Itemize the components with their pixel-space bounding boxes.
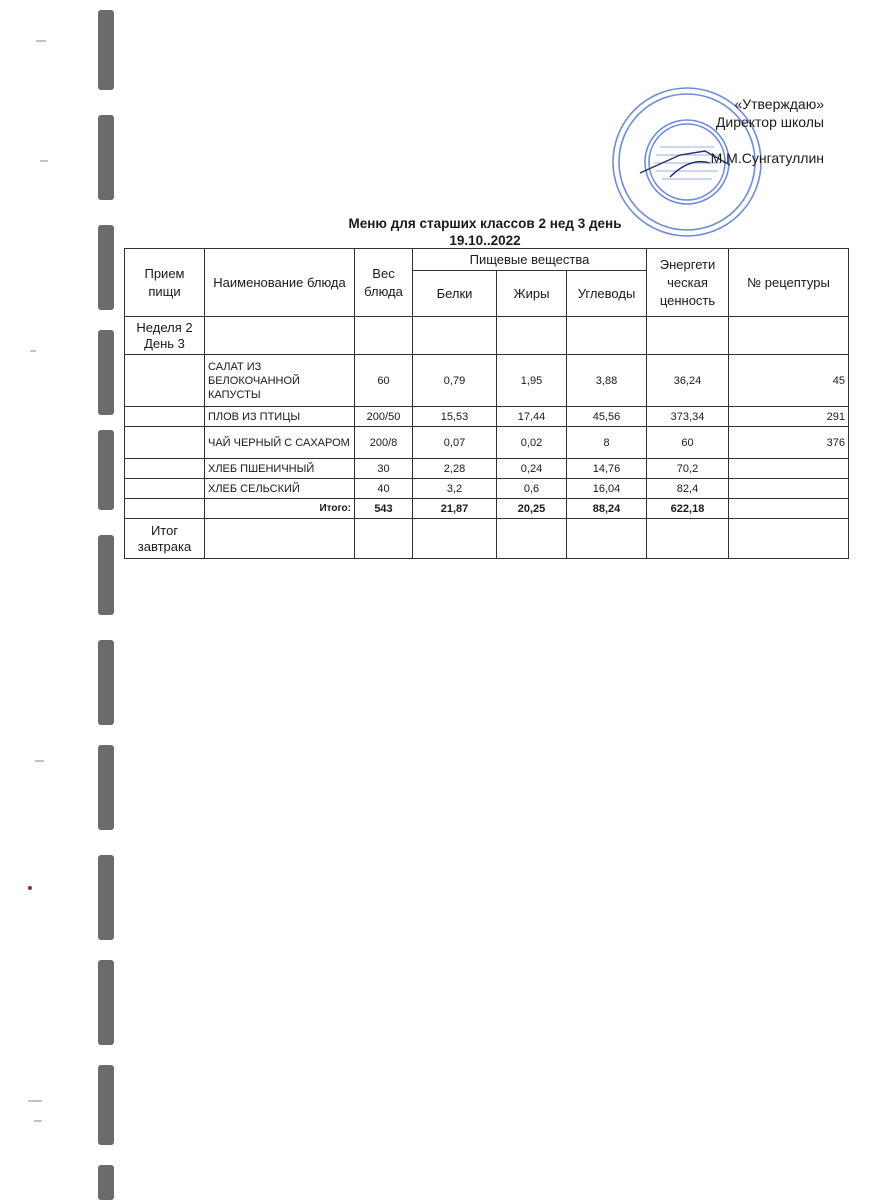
dish-energy: 60 <box>647 427 729 459</box>
dish-protein: 15,53 <box>413 407 497 427</box>
dish-fat: 1,95 <box>497 355 567 407</box>
table-row <box>125 427 849 459</box>
week-day-cell: Неделя 2 День 3 <box>125 317 205 355</box>
dish-fat: 0,02 <box>497 427 567 459</box>
dish-fat: 17,44 <box>497 407 567 427</box>
menu-table <box>124 248 849 559</box>
dish-weight: 60 <box>355 355 413 407</box>
dish-recipe: 291 <box>729 407 849 427</box>
dish-energy: 373,34 <box>647 407 729 427</box>
dish-carbs: 14,76 <box>567 459 647 479</box>
dish-weight: 200/50 <box>355 407 413 427</box>
approval-block <box>711 95 824 167</box>
header-meal: Прием пищи <box>125 249 205 317</box>
table-row <box>125 407 849 427</box>
dish-recipe <box>729 459 849 479</box>
approval-position: Директор школы <box>715 114 824 130</box>
total-protein: 21,87 <box>413 499 497 519</box>
dish-recipe <box>729 479 849 499</box>
dish-protein: 0,79 <box>413 355 497 407</box>
table-row <box>125 459 849 479</box>
dish-protein: 2,28 <box>413 459 497 479</box>
dish-protein: 0,07 <box>413 427 497 459</box>
dish-recipe: 376 <box>729 427 849 459</box>
header-nutrients: Пищевые вещества <box>413 249 647 271</box>
dish-weight: 30 <box>355 459 413 479</box>
dish-weight: 40 <box>355 479 413 499</box>
header-weight: Вес блюда <box>355 249 413 317</box>
total-fat: 20,25 <box>497 499 567 519</box>
dish-name: ХЛЕБ ПШЕНИЧНЫЙ <box>205 459 355 479</box>
table-row <box>125 479 849 499</box>
dish-recipe: 45 <box>729 355 849 407</box>
header-carbs: Углеводы <box>567 271 647 317</box>
header-fat: Жиры <box>497 271 567 317</box>
dish-carbs: 16,04 <box>567 479 647 499</box>
table-row <box>125 317 849 355</box>
approval-signer: М.М.Сунгатуллин <box>710 150 824 166</box>
scan-edge-artifacts <box>0 0 140 1200</box>
dish-name: САЛАТ ИЗ БЕЛОКОЧАННОЙ КАПУСТЫ <box>205 355 355 407</box>
dish-name: ЧАЙ ЧЕРНЫЙ С САХАРОМ <box>205 427 355 459</box>
dish-protein: 3,2 <box>413 479 497 499</box>
total-weight: 543 <box>355 499 413 519</box>
footer-label: Итог завтрака <box>125 519 205 559</box>
dish-energy: 70,2 <box>647 459 729 479</box>
total-carbs: 88,24 <box>567 499 647 519</box>
dish-carbs: 8 <box>567 427 647 459</box>
dish-carbs: 45,56 <box>567 407 647 427</box>
dish-energy: 82,4 <box>647 479 729 499</box>
title-date: 19.10..2022 <box>449 233 521 248</box>
dish-name: ПЛОВ ИЗ ПТИЦЫ <box>205 407 355 427</box>
approval-heading: «Утверждаю» <box>734 96 824 112</box>
total-energy: 622,18 <box>647 499 729 519</box>
header-dish: Наименование блюда <box>205 249 355 317</box>
header-energy: Энергети ческая ценность <box>647 249 729 317</box>
total-label: Итого: <box>205 499 355 519</box>
total-row <box>125 499 849 519</box>
dish-name: ХЛЕБ СЕЛЬСКИЙ <box>205 479 355 499</box>
table-row <box>125 355 849 407</box>
header-recipe: № рецептуры <box>729 249 849 317</box>
page-title <box>300 215 670 249</box>
dish-energy: 36,24 <box>647 355 729 407</box>
dish-carbs: 3,88 <box>567 355 647 407</box>
header-protein: Белки <box>413 271 497 317</box>
dish-fat: 0,24 <box>497 459 567 479</box>
table-row <box>125 519 849 559</box>
title-line: Меню для старших классов 2 нед 3 день <box>348 216 622 231</box>
dish-fat: 0,6 <box>497 479 567 499</box>
dish-weight: 200/8 <box>355 427 413 459</box>
